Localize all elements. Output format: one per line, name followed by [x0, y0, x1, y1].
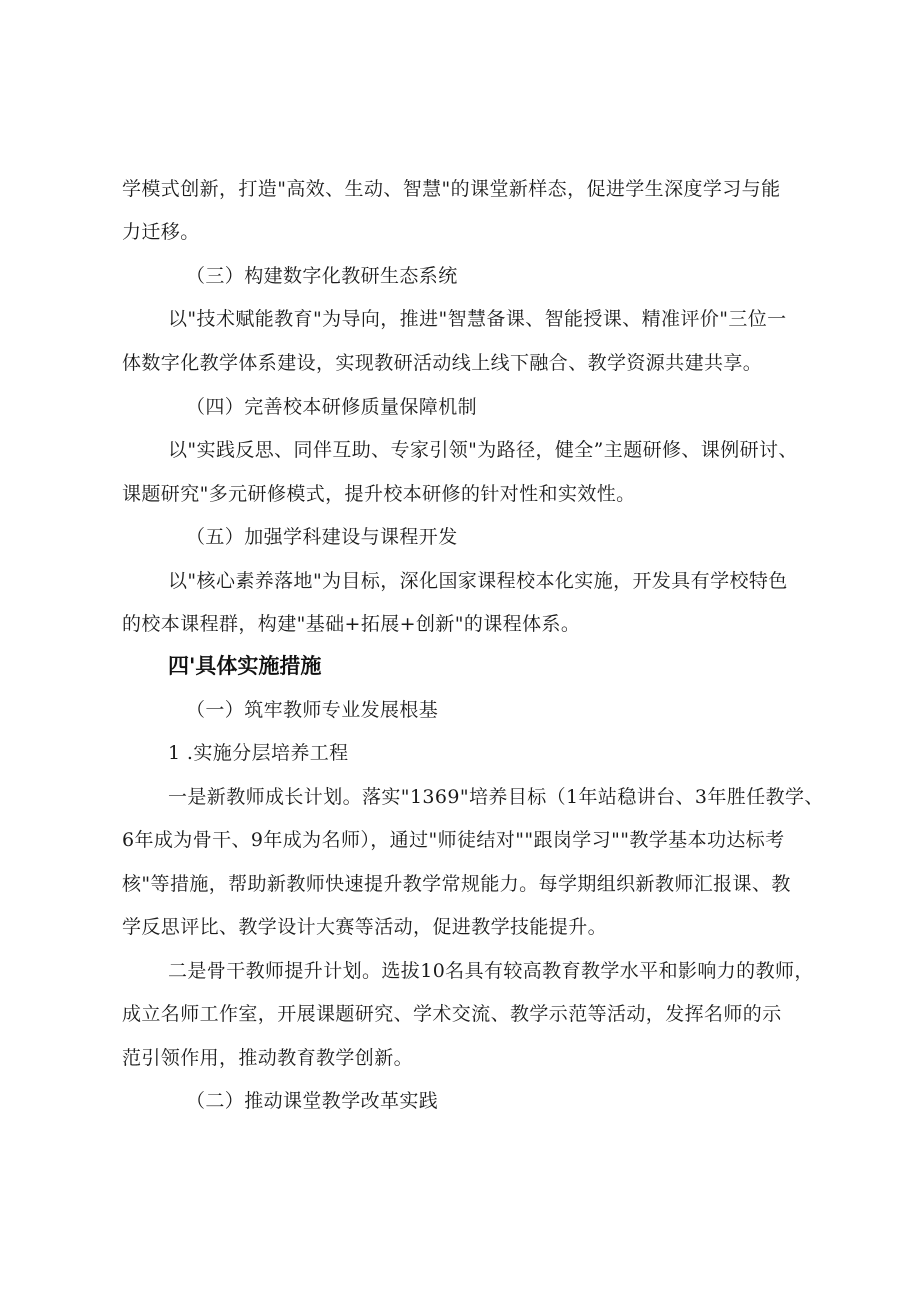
paragraph-line: 以"核心素养落地"为目标，深化国家课程校本化实施，开发具有学校特色 — [168, 570, 788, 592]
subsection-heading: （四）完善校本研修质量保障机制 — [186, 396, 478, 418]
paragraph-line: 体数字化教学体系建设，实现教研活动线上线下融合、教学资源共建共享。 — [122, 352, 763, 374]
paragraph-line: 力迁移。 — [122, 221, 200, 243]
item-heading: 1 .实施分层培养工程 — [168, 742, 349, 764]
paragraph-line: 二是骨干教师提升计划。选拔10名具有较高教育教学水平和影响力的教师， — [168, 960, 814, 982]
section-heading: 四'具体实施措施 — [168, 654, 322, 678]
paragraph-line: 以"技术赋能教育"为导向，推进"智慧备课、智能授课、精准评价"三位一 — [168, 308, 787, 330]
paragraph-line: 学模式创新，打造"高效、生动、智慧"的课堂新样态，促进学生深度学习与能 — [122, 178, 781, 200]
subsection-heading: （五）加强学科建设与课程开发 — [186, 526, 458, 548]
paragraph-line: 核"等措施，帮助新教师快速提升教学常规能力。每学期组织新教师汇报课、教 — [122, 873, 791, 895]
paragraph-line: 课题研究"多元研修模式，提升校本研修的针对性和实效性。 — [122, 483, 636, 505]
paragraph-line: 学反思评比、教学设计大赛等活动，促进教学技能提升。 — [122, 916, 608, 938]
subsection-heading: （三）构建数字化教研生态系统 — [186, 265, 458, 287]
paragraph-line: 6年成为骨干、9年成为名师），通过"师徒结对""跟岗学习""教学基本功达标考 — [122, 829, 785, 851]
paragraph-line: 一是新教师成长计划。落实"1369"培养目标（1年站稳讲台、3年胜任教学、 — [168, 786, 824, 808]
paragraph-line: 成立名师工作室，开展课题研究、学术交流、教学示范等活动，发挥名师的示 — [122, 1003, 782, 1025]
paragraph-line: 的校本课程群，构建"基础+拓展+创新"的课程体系。 — [122, 613, 581, 635]
paragraph-line: 以"实践反思、同伴互助、专家引领"为路径，健全”主题研修、课例研讨、 — [168, 439, 798, 461]
paragraph-line: 范引领作用，推动教育教学创新。 — [122, 1047, 414, 1069]
subsection-heading: （一）筑牢教师专业发展根基 — [186, 699, 439, 721]
subsection-heading: （二）推动课堂教学改革实践 — [186, 1090, 439, 1112]
